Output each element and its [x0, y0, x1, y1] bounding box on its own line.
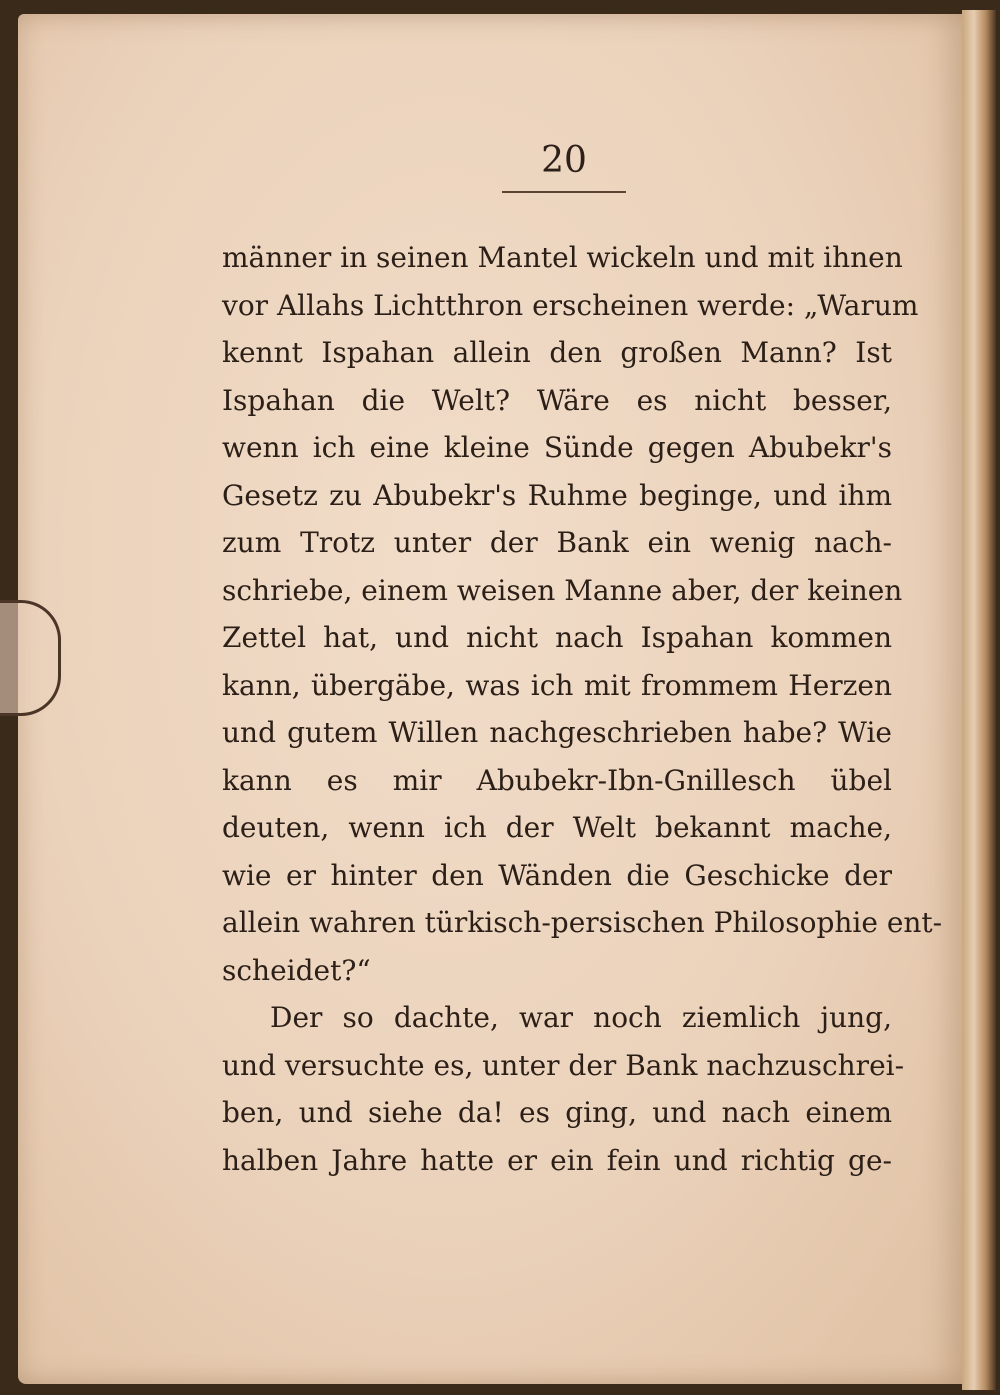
text-line: und versuchte es, unter der Bank nachzuschrei-	[222, 1048, 905, 1082]
text-line: kann es mir Abubekr-Ibn-Gnillesch übel	[222, 763, 892, 797]
text-line: Zettel hat, und nicht nach Ispahan kommen	[222, 621, 892, 654]
text-line: Gesetz zu Abubekr's Ruhme beginge, und ihm	[222, 478, 892, 512]
left-page-tab	[0, 600, 61, 716]
body-text	[222, 234, 943, 1184]
text-line: wenn ich eine kleine Sünde gegen Abubekr's	[222, 431, 892, 464]
text-line: Der so dachte, war noch ziemlich jung,	[270, 1001, 892, 1034]
text-line: allein wahren türkisch-persischen Philosophie ent-	[222, 906, 943, 939]
text-line: zum Trotz unter der Bank ein wenig nach-	[222, 526, 892, 559]
text-line: ben, und siehe da! es ging, und nach einem	[222, 1096, 892, 1129]
text-line: und gutem Willen nachgeschrieben habe? Wie	[222, 716, 892, 749]
text-line: Ispahan die Welt? Wäre es nicht besser,	[222, 383, 892, 417]
text-line: wie er hinter den Wänden die Geschicke der	[222, 858, 892, 892]
text-line: vor Allahs Lichtthron erscheinen werde: „Warum	[222, 288, 919, 322]
text-line: männer in seinen Mantel wickeln und mit ihnen	[222, 241, 903, 274]
header-rule	[502, 191, 626, 193]
text-line: scheidet?“	[222, 953, 371, 987]
text-line: schriebe, einem weisen Manne aber, der keinen	[222, 573, 903, 607]
text-line: halben Jahre hatte er ein fein und richtig ge-	[222, 1143, 892, 1177]
page-header	[0, 140, 1000, 181]
book-spine-edge	[962, 10, 996, 1390]
text-line: kennt Ispahan allein den großen Mann? Ist	[222, 336, 892, 369]
text-line: kann, übergäbe, was ich mit frommem Herzen	[222, 668, 892, 702]
text-line: deuten, wenn ich der Welt bekannt mache,	[222, 811, 892, 844]
page-number: 20	[541, 140, 587, 181]
